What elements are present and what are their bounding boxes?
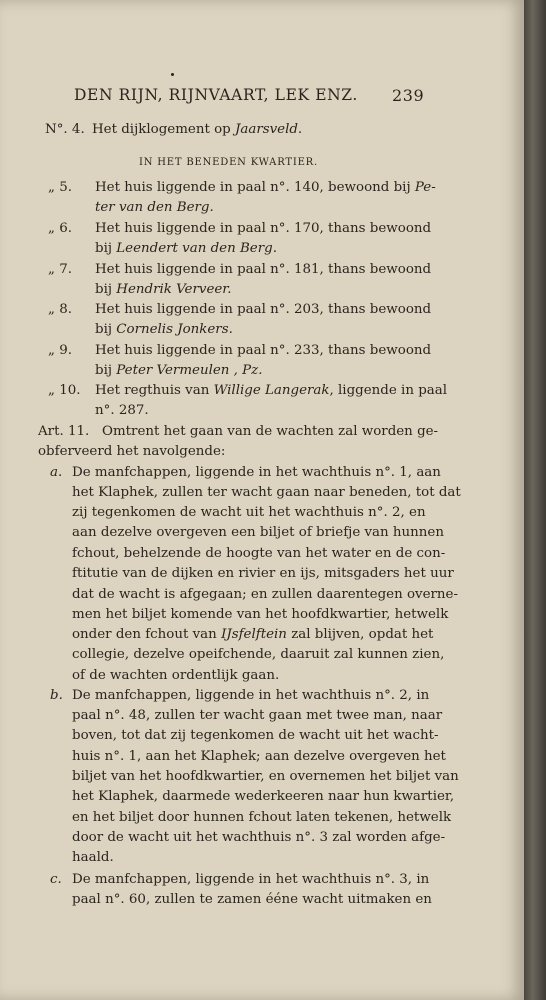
text-line [95,280,231,300]
line-text: of de wachten ordentlijk gaan. [72,668,280,683]
item-marker: N°. 4. [45,122,85,137]
running-title: DEN RIJN, RIJNVAART, LEK ENZ. [74,86,358,104]
text-line [72,564,454,584]
text-line [72,645,444,665]
item-marker: „ 9. [48,343,72,358]
text-line [95,239,277,259]
text-line [72,890,432,910]
text-line [95,178,436,198]
text-line [72,726,439,746]
italic-name: Hendrik Verveer. [116,282,232,297]
line-text: fchout, behelzende de hoogte van het water en de con- [72,546,446,561]
text-line [95,198,214,218]
line-text: De manfchappen, liggende in het wachthuis n°. 3, in [72,872,430,887]
italic-name: Jaarsveld. [234,122,303,137]
text-line [102,422,438,442]
line-text: paal n°. 60, zullen te zamen ééne wacht uitmaken en [72,892,432,907]
item-marker: c. [50,872,62,887]
line-text: men het biljet komende van het hoofdkwartier, hetwelk [72,607,449,622]
text-line [72,747,446,767]
italic-name: Pe- [414,180,436,195]
text-line [72,503,426,523]
text-line [72,870,429,890]
text-line [95,341,431,361]
line-text: bij [95,363,117,378]
line-text: dat de wacht is afgegaan; en zullen daarentegen overne- [72,587,458,602]
article-number: Art. 11. [38,424,90,439]
section-subheading: IN HET BENEDEN KWARTIER. [139,157,318,168]
text-line [72,848,114,868]
line-text: paal n°. 48, zullen ter wacht gaan met twee man, naar [72,708,443,723]
text-line [72,666,279,686]
text-line [95,260,431,280]
line-text: onder den fchout van [72,627,222,642]
italic-name: ter van den Berg. [95,200,214,215]
text-line [72,483,461,503]
line-text: het Klaphek, daarmede wederkeeren naar hun kwartier, [72,789,455,804]
text-line [95,381,447,401]
line-text: aan dezelve overgeven een biljet of briefje van hunnen [72,525,444,540]
item-marker: „ 5. [48,180,72,195]
line-text: bij [95,282,117,297]
text-line [72,523,444,543]
text-line [72,787,454,807]
line-text: obferveerd het navolgende: [38,444,226,459]
line-text: en het biljet door hunnen fchout laten tekenen, hetwelk [72,810,452,825]
item-marker: „ 10. [48,383,81,398]
page-edge [524,0,546,1000]
italic-name: Willige Langerak [213,383,330,398]
item-marker: a. [50,465,63,480]
line-text: Het huis liggende in paal n°. 140, bewoond bij [95,180,415,195]
line-text: Het huis liggende in paal n°. 181, thans bewoond [95,262,432,277]
line-text: De manfchappen, liggende in het wachthuis n°. 1, aan [72,465,441,480]
line-text: Het huis liggende in paal n°. 170, thans bewoond [95,221,432,236]
italic-name: IJsfelftein [221,627,287,642]
text-line [95,361,263,381]
line-text: collegie, dezelve opeifchende, daaruit zal kunnen zien, [72,647,445,662]
text-line [72,706,442,726]
item-marker: „ 7. [48,262,72,277]
text-line [72,544,445,564]
text-line [72,767,459,787]
line-text: huis n°. 1, aan het Klaphek; aan dezelve overgeven het [72,749,446,764]
line-text: zij tegenkomen de wacht uit het wachthuis n°. 2, en [72,505,426,520]
line-text: Het huis liggende in paal n°. 203, thans bewoond [95,302,432,317]
italic-name: Peter Vermeulen , Pz. [116,363,263,378]
item-marker: b. [50,688,63,703]
line-text: De manfchappen, liggende in het wachthuis n°. 2, in [72,688,430,703]
line-text: Omtrent het gaan van de wachten zal worden ge- [102,424,439,439]
italic-name: Leendert van den Berg. [116,241,277,256]
ornament-dot [171,73,174,76]
line-text: haald. [72,850,114,865]
line-text: Het huis liggende in paal n°. 233, thans bewoond [95,343,432,358]
item-marker: „ 6. [48,221,72,236]
line-text: boven, tot dat zij tegenkomen de wacht uit het wacht- [72,728,439,743]
text-line [38,442,225,462]
text-line [72,585,458,605]
line-text: Het dijklogement op [92,122,235,137]
line-text: bij [95,322,117,337]
line-text: bij [95,241,117,256]
italic-name: Cornelis Jonkers. [116,322,233,337]
text-line [72,808,451,828]
line-text: n°. 287. [95,403,149,418]
line-text: biljet van het hoofdkwartier, en overnemen het biljet van [72,769,459,784]
text-line [95,401,149,421]
line-text: ftitutie van de dijken en rivier en ijs, mitsgaders het uur [72,566,454,581]
text-line [72,686,429,706]
line-text: het Klaphek, zullen ter wacht gaan naar beneden, tot dat [72,485,461,500]
line-text-after: , liggende in paal [329,383,448,398]
text-line [72,828,445,848]
text-line [72,463,441,483]
item-marker: „ 8. [48,302,72,317]
text-line [95,320,233,340]
line-text-after: zal blijven, opdat het [286,627,434,642]
line-text: door de wacht uit het wachthuis n°. 3 zal worden afge- [72,830,446,845]
text-line [95,300,431,320]
text-line [95,219,431,239]
text-line [72,605,448,625]
line-text: Het regthuis van [95,383,214,398]
text-line [92,120,302,140]
text-line [72,625,433,645]
page-number: 239 [392,86,425,105]
